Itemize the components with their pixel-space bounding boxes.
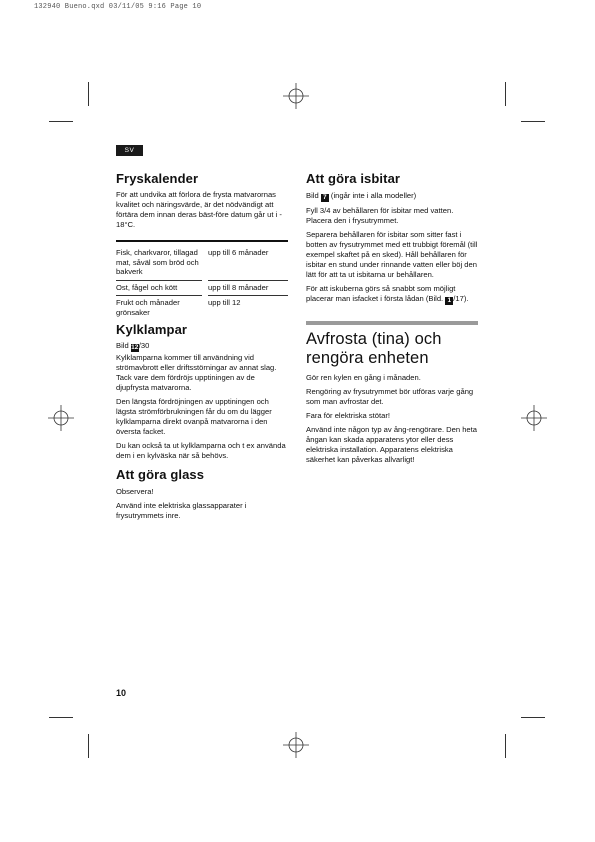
storage-time: upp till 12 [208,298,241,308]
ref-prefix: Bild [306,191,319,200]
right-column [306,171,478,469]
ref-prefix: Bild [116,340,129,350]
ref-suffix: /30 [138,340,150,350]
storage-time: upp till 6 månader [208,248,269,257]
crop-mark [88,82,89,106]
crop-mark [88,734,89,758]
page-number: 10 [116,688,127,698]
crop-mark [505,734,506,758]
text-prefix: För att iskuberna görs så snabbt som möjligt placerar man isfacket i första lådan (Bild. [306,284,456,303]
kylklampar-text-3: Du kan också ta ut kylklamparna och t ex använda dem i en kylväska när så behövs. [116,440,286,460]
crop-mark [49,121,73,122]
avfrosta-text-2: Rengöring av frysutrymmet bör utföras varje gång som man avfrostar det. [306,387,474,406]
registration-mark-left [48,405,74,431]
kylklampar-figure-ref [116,341,288,352]
figure-number-icon: 12 [131,343,139,351]
section-title-fryskalender: Fryskalender [116,171,199,186]
avfrosta-text-4: Använd inte någon typ av ång-rengörare. Den heta ångan kan skada apparatens ytor eller dess elektriska installation. Apparatens elektriska säkerhet kan påverkas allvarligt! [306,425,477,464]
registration-mark-right [521,405,547,431]
isbitar-figure-ref [306,191,478,202]
registration-mark-bottom [283,732,309,758]
title-line-2: rengöra enheten [306,349,429,367]
left-column [116,171,288,525]
table-row [116,248,288,277]
section-rule [306,321,478,325]
table-top-rule [116,240,288,242]
crop-mark [521,717,545,718]
kylklampar-text-1: Kylklamparna kommer till användning vid strömavbrott eller driftsstörningar av annat slag. Tack vare dem fördröjs upptiningen av de djupfrysta matvarorna. [116,352,277,392]
section-title-avfrosta [306,330,478,368]
table-row [116,298,288,317]
crop-mark [49,717,73,718]
isbitar-text-1: Fyll 3/4 av behållaren för isbitar med vatten. Placera den i frysutrymmet. [306,206,454,225]
section-title-isbitar: Att göra isbitar [306,171,401,186]
registration-mark-top [283,83,309,109]
food-item: Frukt och månader grönsaker [116,298,180,317]
crop-mark [505,82,506,106]
avfrosta-text-3: Fara för elektriska stötar! [306,411,390,420]
language-badge: SV [116,145,143,156]
glass-text-1: Observera! [116,486,154,496]
ref-suffix: (ingår inte i alla modeller) [330,191,417,200]
print-slug: 132940 Bueno.qxd 03/11/05 9:16 Page 10 [34,3,202,11]
section-title-kylklampar: Kylklampar [116,321,188,337]
glass-text-2: Använd inte elektriska glassapparater i frysutrymmets inre. [116,500,247,520]
kylklampar-text-2: Den längsta fördröjningen av upptiningen och lägsta strömförbrukningen får du om du lägger kylklamparna direkt ovanpå matvarorna i den översta facket. [116,396,272,436]
freezer-calendar-table [116,248,288,318]
table-row [116,283,288,293]
fryskalender-text: För att undvika att förlora de frysta matvarornas kvalitet och näringsvärde, är det nödvändigt att förtära dem innan deras bäst-före datum går ut i - 18°C. [116,190,282,229]
isbitar-text-2: Separera behållaren för isbitar som sitter fast i botten av frysutrymmet med ett trubbigt föremål (till exempel skaftet på en sked). Håll behållaren för isbitar en stund under rinnande vatten eller böj den lätt för att ta ut isbitarna ur behållaren. [306,230,478,279]
isbitar-text-3 [306,284,478,305]
crop-mark [521,121,545,122]
avfrosta-text-1: Gör ren kylen en gång i månaden. [306,373,421,382]
title-line-1: Avfrosta (tina) och [306,330,442,348]
text-suffix: /17). [453,294,469,303]
food-item: Fisk, charkvaror, tillagad mat, såväl som bröd och bakverk [116,248,199,277]
figure-number-icon: 1 [445,297,453,305]
storage-time: upp till 8 månader [208,282,269,292]
food-item: Ost, fågel och kött [116,282,178,292]
figure-number-icon: 7 [321,194,329,202]
section-title-glass: Att göra glass [116,466,205,482]
